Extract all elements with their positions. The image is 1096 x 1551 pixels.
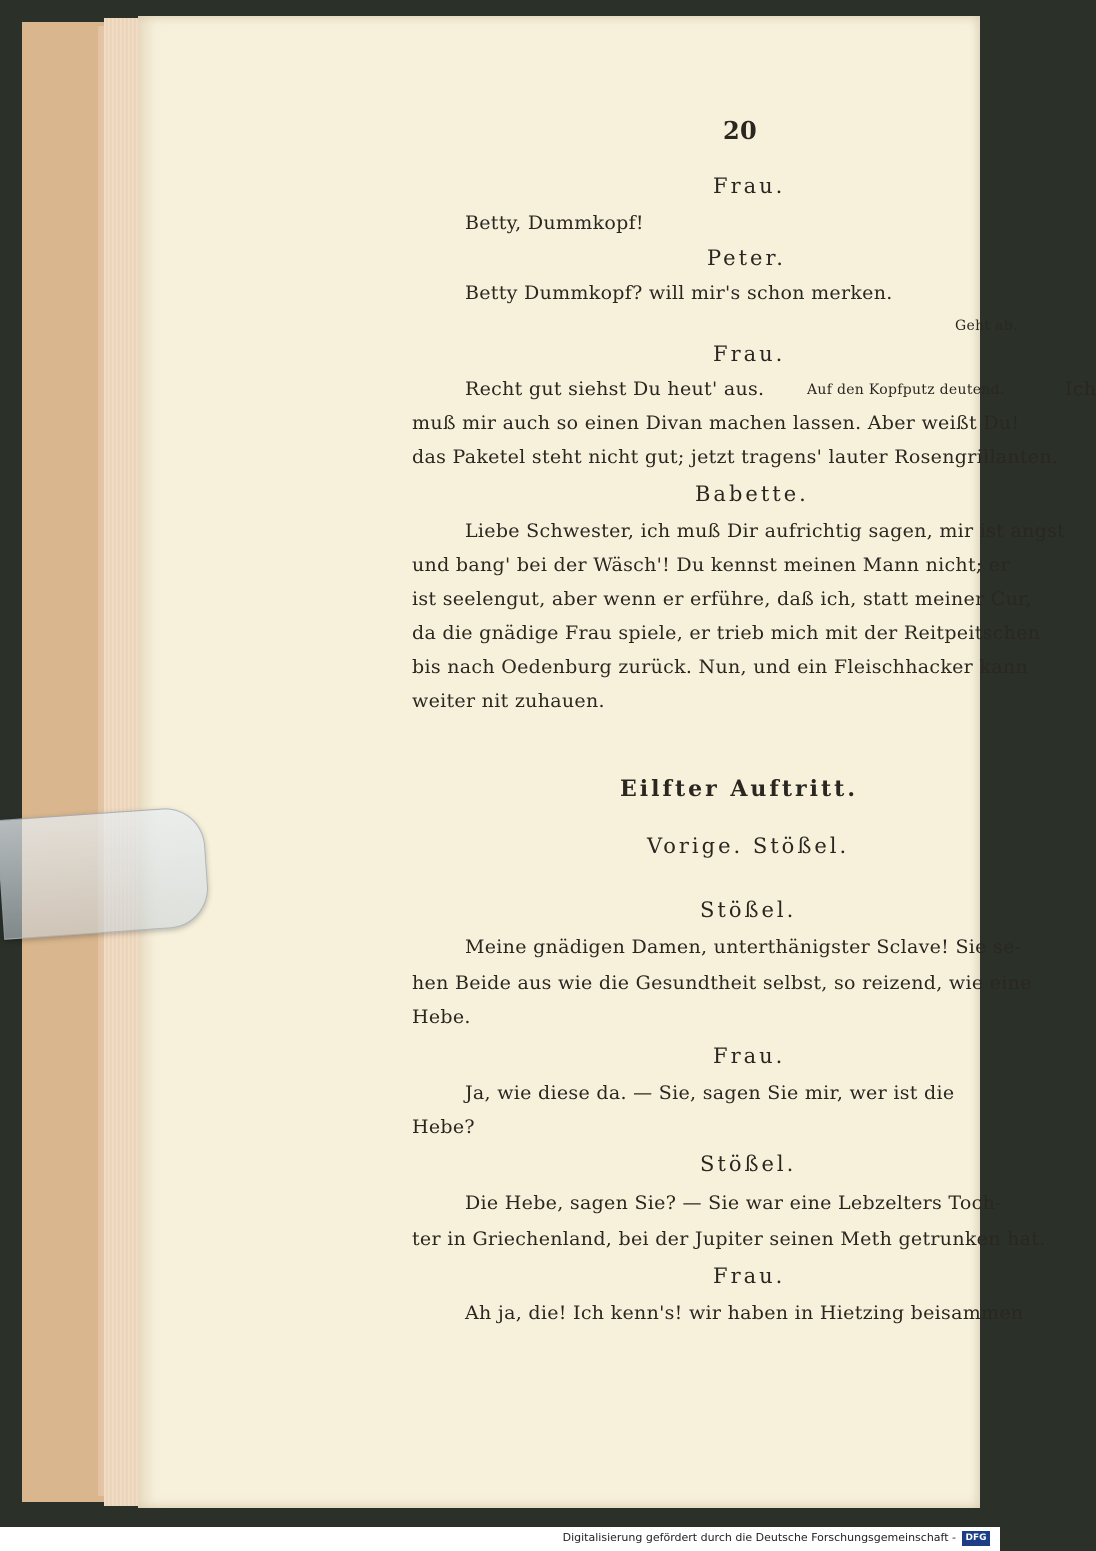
scene-heading: Eilfter Auftritt. xyxy=(620,776,858,802)
speaker-frau: Frau. xyxy=(713,1264,786,1288)
dialogue-line: weiter nit zuhauen. xyxy=(412,690,605,712)
speaker-babette: Babette. xyxy=(695,482,809,506)
dialogue-line: Betty Dummkopf? will mir's schon merken. xyxy=(465,282,893,304)
speaker-stoessel: Stößel. xyxy=(700,1152,797,1176)
dialogue-line: Hebe. xyxy=(412,1006,471,1028)
dialogue-line: muß mir auch so einen Divan machen lassen. Aber weißt Du! xyxy=(412,412,1020,434)
speaker-stoessel: Stößel. xyxy=(700,898,797,922)
dialogue-line: bis nach Oedenburg zurück. Nun, und ein Fleischhacker kann xyxy=(412,656,1028,678)
digitization-footer xyxy=(0,1527,1000,1551)
scene-characters: Vorige. Stößel. xyxy=(647,834,850,858)
dialogue-line: da die gnädige Frau spiele, er trieb mich mit der Reitpeitschen xyxy=(412,622,1041,644)
dialogue-line: Die Hebe, sagen Sie? — Sie war eine Lebzelters Toch- xyxy=(465,1192,1002,1214)
funding-notice: Digitalisierung gefördert durch die Deutsche Forschungsgemeinschaft - xyxy=(562,1531,956,1544)
speaker-frau: Frau. xyxy=(713,174,786,198)
dialogue-line: Ich xyxy=(1065,378,1096,400)
dialogue-line: ter in Griechenland, bei der Jupiter seinen Meth getrunken hat. xyxy=(412,1228,1046,1250)
dialogue-line: und bang' bei der Wäsch'! Du kennst meinen Mann nicht; er xyxy=(412,554,1010,576)
speaker-frau: Frau. xyxy=(713,1044,786,1068)
book-page xyxy=(138,16,1096,1508)
stage-direction: Geht ab. xyxy=(955,318,1018,334)
dialogue-line: Ja, wie diese da. — Sie, sagen Sie mir, wer ist die xyxy=(465,1082,955,1104)
page-number: 20 xyxy=(723,116,757,145)
plexiglass-page-holder xyxy=(0,806,211,940)
dialogue-line: Ah ja, die! Ich kenn's! wir haben in Hietzing beisammen xyxy=(465,1302,1024,1324)
dialogue-line: hen Beide aus wie die Gesundtheit selbst, so reizend, wie eine xyxy=(412,972,1032,994)
dialogue-line: Recht gut siehst Du heut' aus. xyxy=(465,378,765,400)
speaker-frau: Frau. xyxy=(713,342,786,366)
dialogue-line: Hebe? xyxy=(412,1116,475,1138)
dialogue-line: Liebe Schwester, ich muß Dir aufrichtig sagen, mir ist angst xyxy=(465,520,1066,542)
dialogue-line: Betty, Dummkopf! xyxy=(465,212,644,234)
dfg-logo-icon: DFG xyxy=(962,1531,990,1546)
dialogue-line: Meine gnädigen Damen, unterthänigster Sclave! Sie se- xyxy=(465,936,1022,958)
stage-direction: Auf den Kopfputz deutend. xyxy=(807,382,1005,398)
dialogue-line: das Paketel steht nicht gut; jetzt tragens' lauter Rosengrillanten. xyxy=(412,446,1059,468)
dialogue-line: ist seelengut, aber wenn er erführe, daß ich, statt meiner Cur, xyxy=(412,588,1032,610)
speaker-peter: Peter. xyxy=(707,246,786,270)
